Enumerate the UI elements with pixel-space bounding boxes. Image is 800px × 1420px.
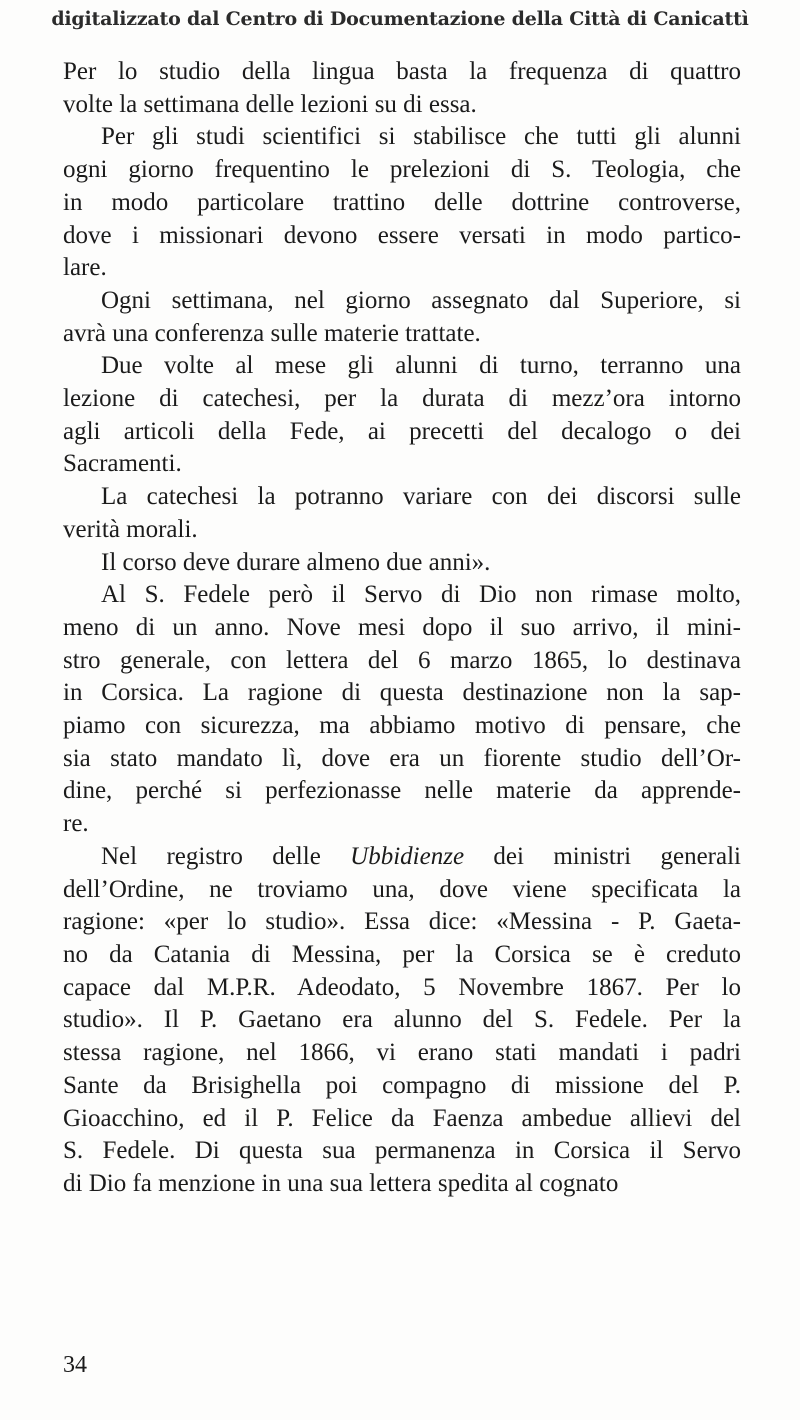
text-line: avrà una conferenza sulle materie trattate. [63,319,481,347]
text-line: verità morali. [63,515,198,543]
text-line: lezione di catechesi, per la durata di mezz’ora intorno [63,385,741,413]
page-number: 34 [63,1352,87,1378]
italic-term: Ubbidienze [350,842,465,870]
paragraph [63,285,741,350]
text-line: in Corsica. La ragione di questa destinazione non la sap- [63,679,741,707]
paragraph [63,350,741,481]
paragraph [63,547,741,580]
text-line: dove i missionari devono essere versati in modo partico- [63,221,741,249]
text-line: stessa ragione, nel 1866, vi erano stati mandati i padri [63,1039,741,1067]
text-line: volte la settimana delle lezioni su di essa. [63,90,477,118]
paragraph [63,121,741,285]
text-line: Per gli studi scientifici si stabilisce che tutti gli alunni [101,123,741,151]
text-line: Per lo studio della lingua basta la frequenza di quattro [63,58,741,85]
text-line: re. [63,810,89,838]
text-line: dine, perché si perfezionasse nelle materie da apprende- [63,777,741,805]
text-line: Il corso deve durare almeno due anni». [101,548,491,576]
text-line: piamo con sicurezza, ma abbiamo motivo di pensare, che [63,712,741,740]
paragraph [63,481,741,546]
text-line: Gioacchino, ed il P. Felice da Faenza ambedue allievi del [63,1104,741,1132]
text-line: agli articoli della Fede, ai precetti del decalogo o dei [63,417,741,445]
text-line: Al S. Fedele però il Servo di Dio non rimase molto, [101,581,741,609]
digitization-watermark: digitalizzato dal Centro di Documentazione della Città di Canicattì [51,8,749,30]
text-line: La catechesi la potranno variare con dei discorsi sulle [101,483,741,511]
text-line: Nel registro delle Ubbidienze dei ministri generali [101,842,741,870]
text-line: in modo particolare trattino delle dottrine controverse, [63,188,741,216]
body-text [63,56,741,1201]
text-line: Ogni settimana, nel giorno assegnato dal Superiore, si [101,286,741,314]
text-line: di Dio fa menzione in una sua lettera spedita al cognato [63,1169,619,1197]
text-line: stro generale, con lettera del 6 marzo 1865, lo destinava [63,646,741,674]
text-line: Due volte al mese gli alunni di turno, terranno una [101,352,741,380]
text-line: meno di un anno. Nove mesi dopo il suo arrivo, il mini- [63,613,741,641]
text-line: no da Catania di Messina, per la Corsica se è creduto [63,940,741,968]
text-line: Sacramenti. [63,450,182,478]
text-line: studio». Il P. Gaetano era alunno del S. Fedele. Per la [63,1006,741,1034]
paragraph [63,56,741,121]
text-line: capace dal M.P.R. Adeodato, 5 Novembre 1867. Per lo [63,973,741,1001]
paragraph [63,841,741,1201]
text-line: Sante da Brisighella poi compagno di missione del P. [63,1071,741,1099]
text-line: lare. [63,254,107,282]
text-line: ogni giorno frequentino le prelezioni di S. Teologia, che [63,156,741,184]
text-line: sia stato mandato lì, dove era un fiorente studio dell’Or- [63,744,741,772]
text-line: S. Fedele. Di questa sua permanenza in Corsica il Servo [63,1137,741,1165]
text-line: dell’Ordine, ne troviamo una, dove viene specificata la [63,875,741,903]
text-line: ragione: «per lo studio». Essa dice: «Messina - P. Gaeta- [63,908,741,936]
paragraph [63,579,741,841]
